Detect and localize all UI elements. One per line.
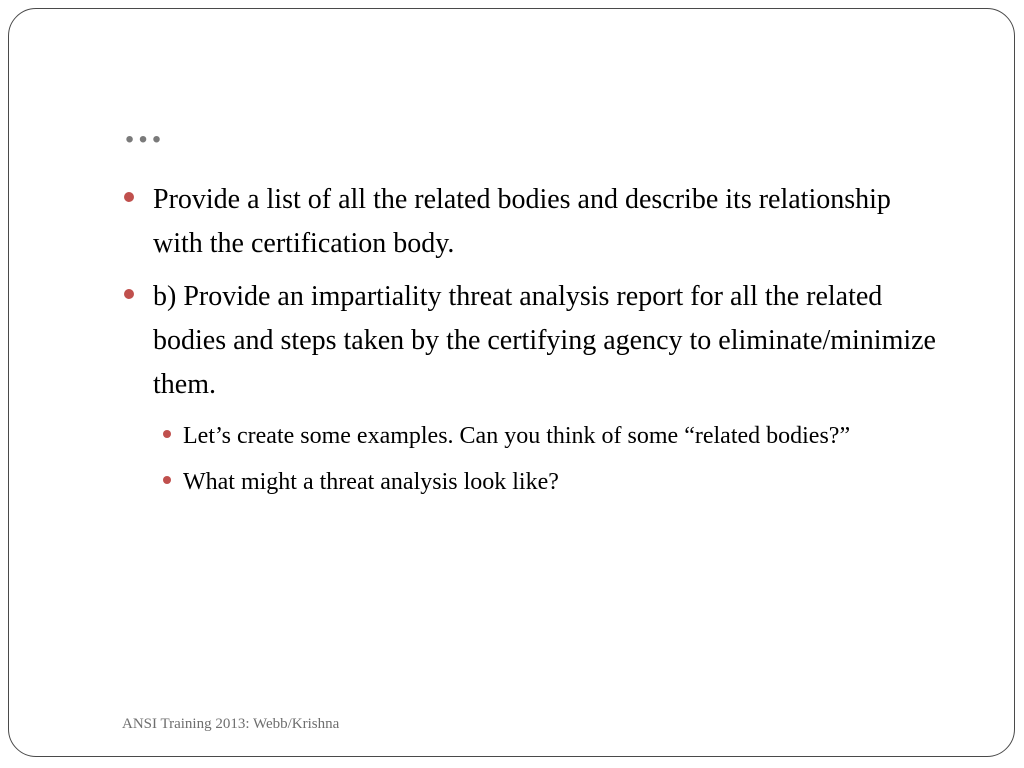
sub-bullet-dot-icon	[163, 476, 171, 484]
slide-footer: ANSI Training 2013: Webb/Krishna	[122, 716, 340, 732]
sub-bullet-text: Let’s create some examples. Can you think of some “related bodies?”	[183, 423, 851, 449]
sub-bullet-dot-icon	[163, 430, 171, 438]
slide-title: …	[123, 106, 164, 151]
slide-frame	[8, 8, 1015, 757]
sub-bullet-text: What might a threat analysis look like?	[183, 469, 559, 495]
bullet-item-2	[121, 275, 941, 407]
bullet-list	[121, 178, 941, 508]
sub-bullet-item-1	[153, 416, 941, 456]
bullet-item-1	[121, 178, 941, 266]
bullet-text: b) Provide an impartiality threat analysis report for all the related bodies and steps taken by the certifying agency to eliminate/minimize them.	[153, 281, 936, 400]
sub-bullet-item-2	[153, 462, 941, 502]
bullet-text: Provide a list of all the related bodies and describe its relationship with the certification body.	[153, 184, 891, 259]
bullet-dot-icon	[124, 192, 134, 202]
bullet-dot-icon	[124, 289, 134, 299]
